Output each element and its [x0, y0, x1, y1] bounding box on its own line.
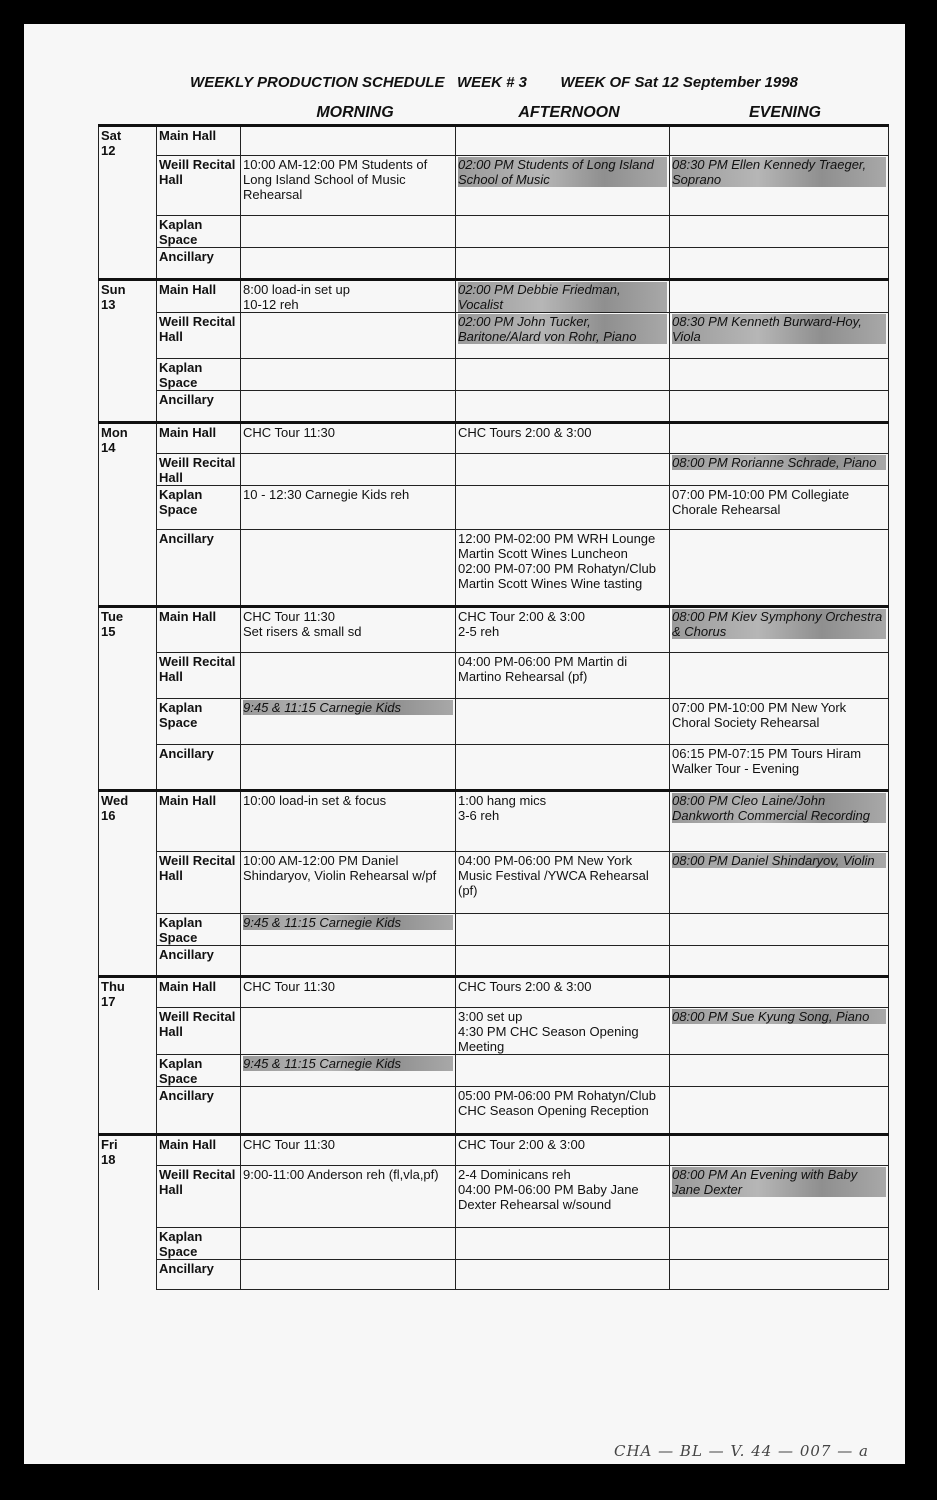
evening-cell: [670, 745, 889, 791]
afternoon-cell: [456, 454, 670, 486]
evening-cell: [670, 391, 889, 423]
morning-entry: 10 - 12:30 Carnegie Kids reh: [243, 487, 410, 502]
morning-cell: [241, 216, 456, 248]
morning-cell: [241, 423, 456, 454]
day-name: Fri: [101, 1137, 118, 1152]
morning-cell: [241, 607, 456, 653]
afternoon-cell: [456, 248, 670, 280]
evening-cell: [670, 359, 889, 391]
venue-cell: Weill Recital Hall: [157, 1008, 241, 1055]
venue-cell: Main Hall: [157, 1135, 241, 1166]
morning-cell: [241, 1008, 456, 1055]
morning-cell: [241, 1087, 456, 1135]
venue-cell: Kaplan Space: [157, 486, 241, 530]
schedule-row: [99, 1087, 889, 1135]
afternoon-cell: [456, 1135, 670, 1166]
venue-cell: Weill Recital Hall: [157, 653, 241, 699]
morning-cell: [241, 359, 456, 391]
afternoon-cell: [456, 607, 670, 653]
afternoon-entry: 04:00 PM-06:00 PM Martin di Martino Rehearsal (pf): [458, 654, 628, 684]
venue-cell: Kaplan Space: [157, 1055, 241, 1087]
morning-cell: [241, 454, 456, 486]
afternoon-entry: CHC Tour 2:00 & 3:00: [458, 609, 585, 624]
morning-cell: [241, 914, 456, 946]
evening-cell: [670, 280, 889, 313]
afternoon-cell: [456, 1055, 670, 1087]
afternoon-cell: [456, 359, 670, 391]
afternoon-entry: 02:00 PM Debbie Friedman, Vocalist: [458, 282, 667, 312]
archive-code: CHA — BL — V. 44 — 007 — a: [614, 1442, 869, 1460]
venue-cell: Kaplan Space: [157, 914, 241, 946]
afternoon-cell: [456, 156, 670, 216]
schedule-row: [99, 852, 889, 914]
schedule-table: [98, 124, 889, 1290]
schedule-row: [99, 126, 889, 156]
afternoon-entry: 4:30 PM CHC Season Opening Meeting: [458, 1024, 639, 1054]
venue-cell: Main Hall: [157, 280, 241, 313]
evening-cell: [670, 313, 889, 359]
afternoon-entry: 04:00 PM-06:00 PM New York Music Festival /YWCA Rehearsal (pf): [458, 853, 649, 898]
schedule-row: [99, 607, 889, 653]
morning-cell: [241, 391, 456, 423]
day-date: 12: [101, 143, 116, 158]
afternoon-entry: CHC Tours 2:00 & 3:00: [458, 425, 592, 440]
morning-cell: [241, 1228, 456, 1260]
day-cell: [99, 423, 157, 607]
morning-cell: [241, 977, 456, 1008]
schedule-row: [99, 313, 889, 359]
venue-cell: Kaplan Space: [157, 699, 241, 745]
evening-cell: [670, 156, 889, 216]
afternoon-entry: CHC Tour 2:00 & 3:00: [458, 1137, 585, 1152]
evening-cell: [670, 1228, 889, 1260]
evening-cell: [670, 946, 889, 977]
afternoon-cell: [456, 946, 670, 977]
afternoon-cell: [456, 313, 670, 359]
venue-cell: Kaplan Space: [157, 216, 241, 248]
day-date: 16: [101, 808, 116, 823]
venue-cell: Main Hall: [157, 126, 241, 156]
day-cell: [99, 607, 157, 791]
day-name: Sat: [101, 128, 122, 143]
afternoon-entry: 3-6 reh: [458, 808, 500, 823]
day-date: 13: [101, 297, 116, 312]
morning-cell: [241, 852, 456, 914]
evening-cell: [670, 1166, 889, 1228]
morning-cell: [241, 280, 456, 313]
day-name: Mon: [101, 425, 128, 440]
schedule-row: [99, 914, 889, 946]
afternoon-entry: 02:00 PM John Tucker, Baritone/Alard von Rohr, Piano: [458, 314, 667, 344]
morning-entry: 10:00 AM-12:00 PM Daniel Shindaryov, Violin Rehearsal w/pf: [243, 853, 437, 883]
schedule-page: [24, 24, 905, 1464]
schedule-row: [99, 1135, 889, 1166]
evening-cell: [670, 791, 889, 852]
evening-entry: 08:00 PM Sue Kyung Song, Piano: [672, 1009, 886, 1024]
schedule-row: [99, 454, 889, 486]
evening-entry: 08:00 PM An Evening with Baby Jane Dexter: [672, 1167, 886, 1197]
morning-entry: 9:45 & 11:15 Carnegie Kids: [243, 915, 453, 930]
morning-entry: CHC Tour 11:30: [243, 609, 336, 624]
day-name: Sun: [101, 282, 126, 297]
schedule-row: [99, 1055, 889, 1087]
morning-cell: [241, 946, 456, 977]
evening-entry: 07:00 PM-10:00 PM New York Choral Society Rehearsal: [672, 700, 847, 730]
afternoon-cell: [456, 1260, 670, 1290]
schedule-row: [99, 530, 889, 607]
venue-cell: Weill Recital Hall: [157, 313, 241, 359]
evening-cell: [670, 1260, 889, 1290]
schedule-row: [99, 1228, 889, 1260]
evening-cell: [670, 852, 889, 914]
day-cell: [99, 977, 157, 1135]
schedule-row: [99, 1260, 889, 1290]
morning-cell: [241, 1166, 456, 1228]
evening-cell: [670, 607, 889, 653]
morning-entry: 9:45 & 11:15 Carnegie Kids: [243, 700, 453, 715]
morning-cell: [241, 126, 456, 156]
afternoon-entry: 02:00 PM-07:00 PM Rohatyn/Club Martin Scott Wines Wine tasting: [458, 561, 656, 591]
venue-cell: Ancillary: [157, 1087, 241, 1135]
afternoon-entry: 04:00 PM-06:00 PM Baby Jane Dexter Rehearsal w/sound: [458, 1182, 639, 1212]
afternoon-cell: [456, 852, 670, 914]
afternoon-cell: [456, 391, 670, 423]
afternoon-entry: 2-5 reh: [458, 624, 500, 639]
day-cell: [99, 1135, 157, 1290]
evening-cell: [670, 454, 889, 486]
schedule-row: [99, 391, 889, 423]
morning-cell: [241, 745, 456, 791]
evening-cell: [670, 423, 889, 454]
venue-cell: Weill Recital Hall: [157, 156, 241, 216]
evening-entry: 08:00 PM Kiev Symphony Orchestra & Chorus: [672, 609, 886, 639]
evening-entry: 07:00 PM-10:00 PM Collegiate Chorale Rehearsal: [672, 487, 850, 517]
evening-entry: 08:30 PM Kenneth Burward-Hoy, Viola: [672, 314, 886, 344]
evening-entry: 08:00 PM Rorianne Schrade, Piano: [672, 455, 886, 470]
afternoon-cell: [456, 1166, 670, 1228]
venue-cell: Weill Recital Hall: [157, 852, 241, 914]
afternoon-cell: [456, 1087, 670, 1135]
afternoon-column-header: AFTERNOON: [518, 104, 620, 121]
afternoon-cell: [456, 653, 670, 699]
morning-entry: CHC Tour 11:30: [243, 425, 336, 440]
day-date: 17: [101, 994, 116, 1009]
morning-entry: 9:00-11:00 Anderson reh (fl,vla,pf): [243, 1167, 439, 1182]
evening-entry: 06:15 PM-07:15 PM Tours Hiram Walker Tour - Evening: [672, 746, 862, 776]
day-cell: [99, 791, 157, 977]
morning-entry: 10:00 AM-12:00 PM Students of Long Island School of Music Rehearsal: [243, 157, 428, 202]
schedule-row: [99, 248, 889, 280]
day-date: 15: [101, 624, 116, 639]
evening-entry: 08:00 PM Cleo Laine/John Dankworth Commercial Recording: [672, 793, 886, 823]
evening-cell: [670, 248, 889, 280]
evening-cell: [670, 1087, 889, 1135]
schedule-row: [99, 1008, 889, 1055]
day-date: 18: [101, 1152, 116, 1167]
schedule-row: [99, 1166, 889, 1228]
day-date: 14: [101, 440, 116, 455]
venue-cell: Kaplan Space: [157, 359, 241, 391]
schedule-row: [99, 359, 889, 391]
venue-cell: Ancillary: [157, 248, 241, 280]
afternoon-cell: [456, 126, 670, 156]
afternoon-entry: 3:00 set up: [458, 1009, 523, 1024]
schedule-row: [99, 791, 889, 852]
evening-cell: [670, 1055, 889, 1087]
day-cell: [99, 126, 157, 280]
afternoon-cell: [456, 699, 670, 745]
schedule-row: [99, 699, 889, 745]
morning-cell: [241, 486, 456, 530]
evening-cell: [670, 486, 889, 530]
venue-cell: Ancillary: [157, 391, 241, 423]
morning-cell: [241, 530, 456, 607]
schedule-row: [99, 486, 889, 530]
morning-cell: [241, 1260, 456, 1290]
day-name: Wed: [101, 793, 129, 808]
morning-cell: [241, 248, 456, 280]
afternoon-cell: [456, 216, 670, 248]
schedule-row: [99, 977, 889, 1008]
venue-cell: Ancillary: [157, 530, 241, 607]
evening-cell: [670, 1008, 889, 1055]
afternoon-cell: [456, 486, 670, 530]
venue-cell: Kaplan Space: [157, 1228, 241, 1260]
evening-column-header: EVENING: [748, 104, 821, 121]
evening-cell: [670, 699, 889, 745]
day-cell: [99, 280, 157, 423]
venue-cell: Weill Recital Hall: [157, 454, 241, 486]
evening-entry: 08:30 PM Ellen Kennedy Traeger, Soprano: [672, 157, 886, 187]
schedule-row: [99, 653, 889, 699]
morning-entry: CHC Tour 11:30: [243, 1137, 336, 1152]
schedule-row: [99, 423, 889, 454]
evening-cell: [670, 126, 889, 156]
morning-entry: 8:00 load-in set up: [243, 282, 350, 297]
venue-cell: Ancillary: [157, 745, 241, 791]
afternoon-cell: [456, 423, 670, 454]
venue-cell: Ancillary: [157, 946, 241, 977]
morning-cell: [241, 1055, 456, 1087]
morning-entry: CHC Tour 11:30: [243, 979, 336, 994]
afternoon-cell: [456, 1008, 670, 1055]
evening-cell: [670, 216, 889, 248]
page-title: WEEKLY PRODUCTION SCHEDULE WEEK # 3 WEEK OF Sat 12 September 1998: [190, 74, 798, 91]
evening-cell: [670, 530, 889, 607]
schedule-row: [99, 156, 889, 216]
venue-cell: Main Hall: [157, 977, 241, 1008]
morning-cell: [241, 156, 456, 216]
evening-cell: [670, 1135, 889, 1166]
venue-cell: Weill Recital Hall: [157, 1166, 241, 1228]
evening-cell: [670, 653, 889, 699]
morning-cell: [241, 313, 456, 359]
morning-entry: 9:45 & 11:15 Carnegie Kids: [243, 1056, 453, 1071]
evening-cell: [670, 977, 889, 1008]
afternoon-cell: [456, 280, 670, 313]
venue-cell: Ancillary: [157, 1260, 241, 1290]
afternoon-cell: [456, 977, 670, 1008]
morning-cell: [241, 1135, 456, 1166]
morning-cell: [241, 699, 456, 745]
morning-entry: 10:00 load-in set & focus: [243, 793, 387, 808]
afternoon-entry: 02:00 PM Students of Long Island School of Music: [458, 157, 667, 187]
afternoon-entry: 2-4 Dominicans reh: [458, 1167, 571, 1182]
day-name: Thu: [101, 979, 125, 994]
morning-column-header: MORNING: [316, 104, 394, 121]
evening-entry: 08:00 PM Daniel Shindaryov, Violin: [672, 853, 886, 868]
day-name: Tue: [101, 609, 124, 624]
afternoon-entry: 05:00 PM-06:00 PM Rohatyn/Club CHC Season Opening Reception: [458, 1088, 656, 1118]
morning-entry: Set risers & small sd: [243, 624, 362, 639]
afternoon-cell: [456, 1228, 670, 1260]
schedule-row: [99, 280, 889, 313]
afternoon-entry: 12:00 PM-02:00 PM WRH Lounge Martin Scott Wines Luncheon: [458, 531, 656, 561]
evening-cell: [670, 914, 889, 946]
schedule-row: [99, 216, 889, 248]
afternoon-entry: 1:00 hang mics: [458, 793, 547, 808]
venue-cell: Main Hall: [157, 607, 241, 653]
afternoon-entry: CHC Tours 2:00 & 3:00: [458, 979, 592, 994]
morning-entry: 10-12 reh: [243, 297, 299, 312]
morning-cell: [241, 653, 456, 699]
venue-cell: Main Hall: [157, 423, 241, 454]
schedule-row: [99, 745, 889, 791]
afternoon-cell: [456, 914, 670, 946]
afternoon-cell: [456, 791, 670, 852]
morning-cell: [241, 791, 456, 852]
schedule-row: [99, 946, 889, 977]
afternoon-cell: [456, 745, 670, 791]
afternoon-cell: [456, 530, 670, 607]
venue-cell: Main Hall: [157, 791, 241, 852]
